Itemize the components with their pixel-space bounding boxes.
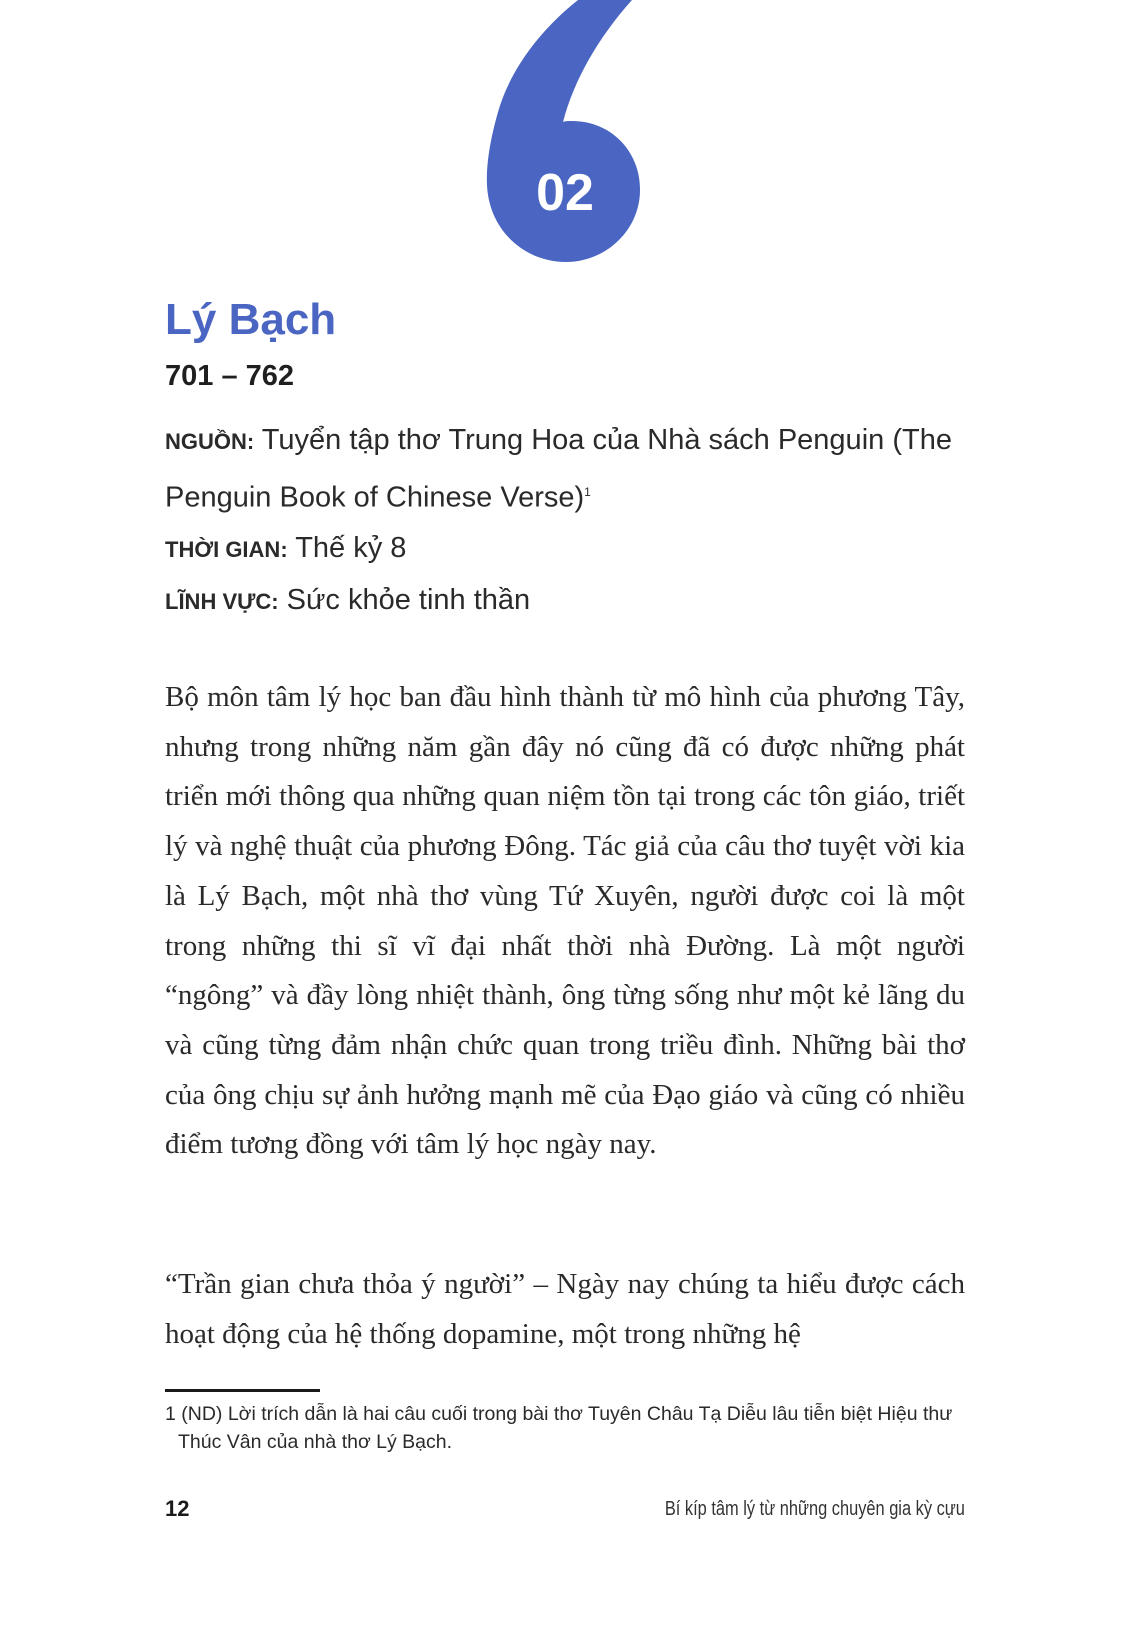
- footnote-reference[interactable]: 1: [584, 485, 591, 499]
- field-line: LĨNH VỰC: Sức khỏe tinh thần: [165, 583, 531, 616]
- footnote: 1 (ND) Lời trích dẫn là hai câu cuối trong bài thơ Tuyên Châu Tạ Diễu lâu tiễn biệt Hiệu thư Thúc Vân của nhà thơ Lý Bạch.: [165, 1403, 953, 1453]
- time-label: THỜI GIAN: [165, 536, 281, 562]
- body-paragraph-1: Bộ môn tâm lý học ban đầu hình thành từ mô hình của phương Tây, nhưng trong những năm gần đây nó cũng đã có được những phát triển mới thông qua những quan niệm tồn tại trong các tôn giáo, triết lý và nghệ thuật của phương Đông. Tác giả của câu thơ tuyệt vời kia là Lý Bạch, một nhà thơ vùng Tứ Xuyên, người được coi là một trong những thi sĩ vĩ đại nhất thời nhà Đường. Là một người “ngông” và đầy lòng nhiệt thành, ông từng sống như một kẻ lãng du và cũng từng đảm nhận chức quan trong triều đình. Những bài thơ của ông chịu sự ảnh hưởng mạnh mẽ của Đạo giáo và cũng có nhiều điểm tương đồng với tâm lý học ngày nay.: [165, 681, 965, 1161]
- metadata-block: [165, 415, 965, 627]
- chapter-number: 02: [536, 164, 594, 222]
- field-label: LĨNH VỰC: [165, 588, 272, 614]
- author-name: Lý Bạch: [165, 295, 337, 344]
- time-line: THỜI GIAN: Thế kỷ 8: [165, 531, 407, 564]
- running-book-title: Bí kíp tâm lý từ những chuyên gia kỳ cựu: [664, 1498, 965, 1520]
- quotation-mark-icon: [0, 0, 1126, 280]
- source-line: NGUỒN: Tuyển tập thơ Trung Hoa của Nhà sách Penguin (The Penguin Book of Chinese Verse)$^1$: [165, 424, 952, 514]
- time-value: Thế kỷ 8: [295, 531, 407, 564]
- source-value: Tuyển tập thơ Trung Hoa của Nhà sách Penguin (The Penguin Book of Chinese Verse): [165, 424, 952, 514]
- footnote-divider: [165, 1389, 320, 1392]
- author-years: 701 – 762: [165, 360, 295, 392]
- source-label: NGUỒN: [165, 429, 247, 454]
- page-number: 12: [165, 1496, 190, 1521]
- field-value: Sức khỏe tinh thần: [286, 583, 531, 616]
- body-paragraph-2: “Trần gian chưa thỏa ý người” – Ngày nay chúng ta hiểu được cách hoạt động của hệ thống dopamine, một trong những hệ: [165, 1268, 965, 1350]
